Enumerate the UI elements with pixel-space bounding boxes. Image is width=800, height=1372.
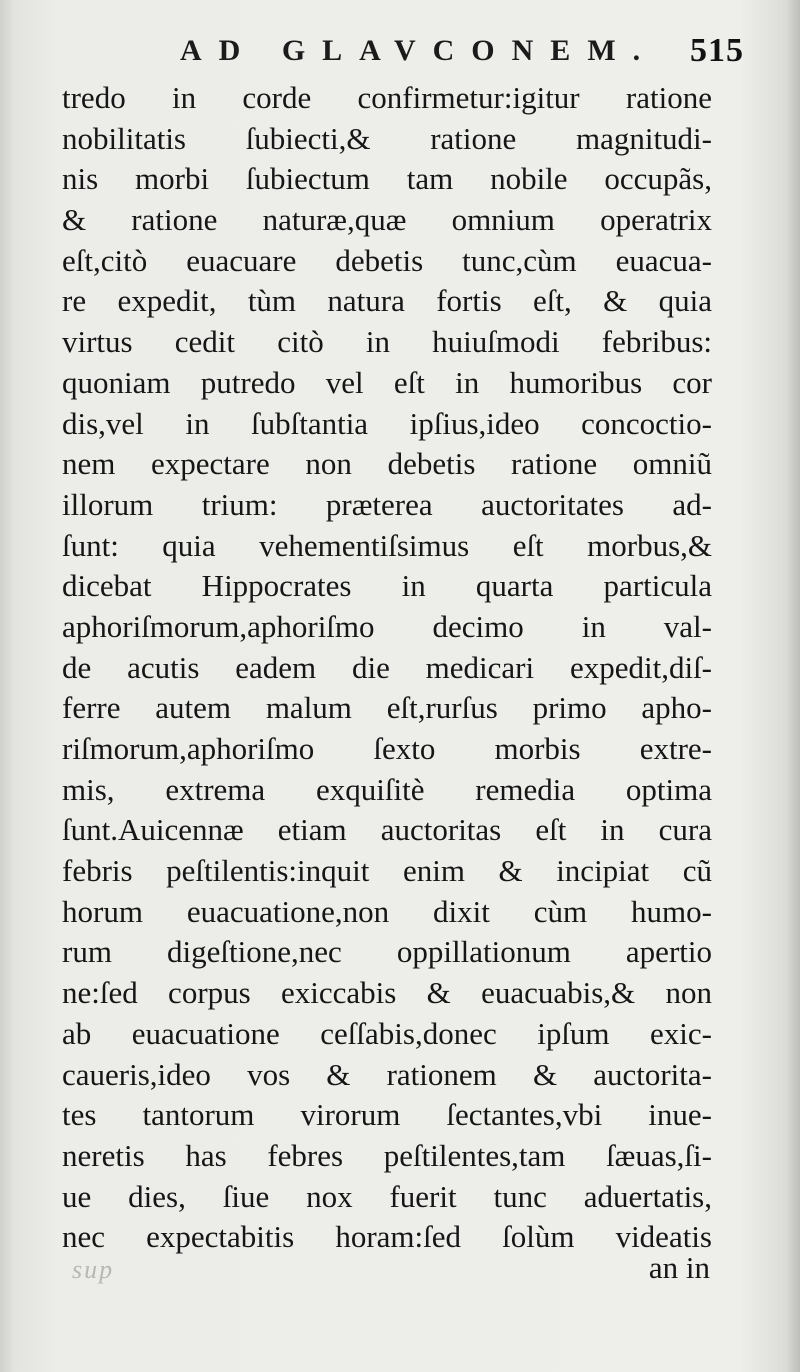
text-line: mis, extrema exquiſitè remedia optima [62,771,712,807]
text-line: tes tantorum virorum ſectantes,vbi inue- [62,1097,712,1133]
text-line: horum euacuatione,non dixit cùm humo- [62,893,712,929]
text-line: ne:ſed corpus exiccabis & euacuabis,& non [62,975,712,1011]
text-line: tredo in corde confirmetur:igitur ratione [62,80,712,115]
text-line: nis morbi ſubiectum tam nobile occupãs, [62,161,712,197]
text-line: rum digeſtione,nec oppillationum apertio [62,934,712,970]
text-line: nec expectabitis horam:ſed ſolùm videatis [62,1219,712,1255]
text-line: re expedit, tùm natura fortis eſt, & quia [62,283,712,319]
text-line: illorum trium: præterea auctoritates ad- [62,486,712,522]
page-number: 515 [690,32,744,69]
text-line: caueris,ideo vos & rationem & auctorita- [62,1056,712,1092]
text-line: aphoriſmorum,aphoriſmo decimo in val- [62,608,712,644]
text-line: riſmorum,aphoriſmo ſexto morbis extre- [62,731,712,766]
body-text [62,78,712,1258]
text-line: nobilitatis ſubiecti,& ratione magnitudi- [62,120,712,156]
text-line: virtus cedit citò in huiuſmodi febribus: [62,324,712,360]
show-through-text: sup [72,1255,115,1284]
text-line: ferre autem malum eſt,rurſus primo apho- [62,690,712,726]
text-line: ue dies, ſiue nox fuerit tunc aduertatis, [62,1178,712,1214]
text-line: ſunt: quia vehementiſsimus eſt morbus,& [62,527,712,563]
text-line: neretis has febres peſtilentes,tam ſæuas,ſi- [62,1137,712,1173]
text-line: nem expectare non debetis ratione omniũ [62,446,712,482]
text-line: quoniam putredo vel eſt in humoribus cor [62,364,712,400]
text-line: febris peſtilentis:inquit enim & incipiat cũ [62,853,712,889]
text-line: eſt,citò euacuare debetis tunc,cùm euacua- [62,242,712,278]
text-line: ab euacuatione ceſſabis,donec ipſum exic- [62,1015,712,1051]
catchword: an in [648,1250,710,1285]
text-line: ſunt.Auicennæ etiam auctoritas eſt in cura [62,812,712,848]
text-line: de acutis eadem die medicari expedit,diſ- [62,649,712,685]
text-line: & ratione naturæ,quæ omnium operatrix [62,202,712,238]
running-head: AD GLAVCONEM. [180,34,658,67]
text-line: dicebat Hippocrates in quarta particula [62,568,712,604]
text-line: dis,vel in ſubſtantia ipſius,ideo concoctio- [62,405,712,441]
